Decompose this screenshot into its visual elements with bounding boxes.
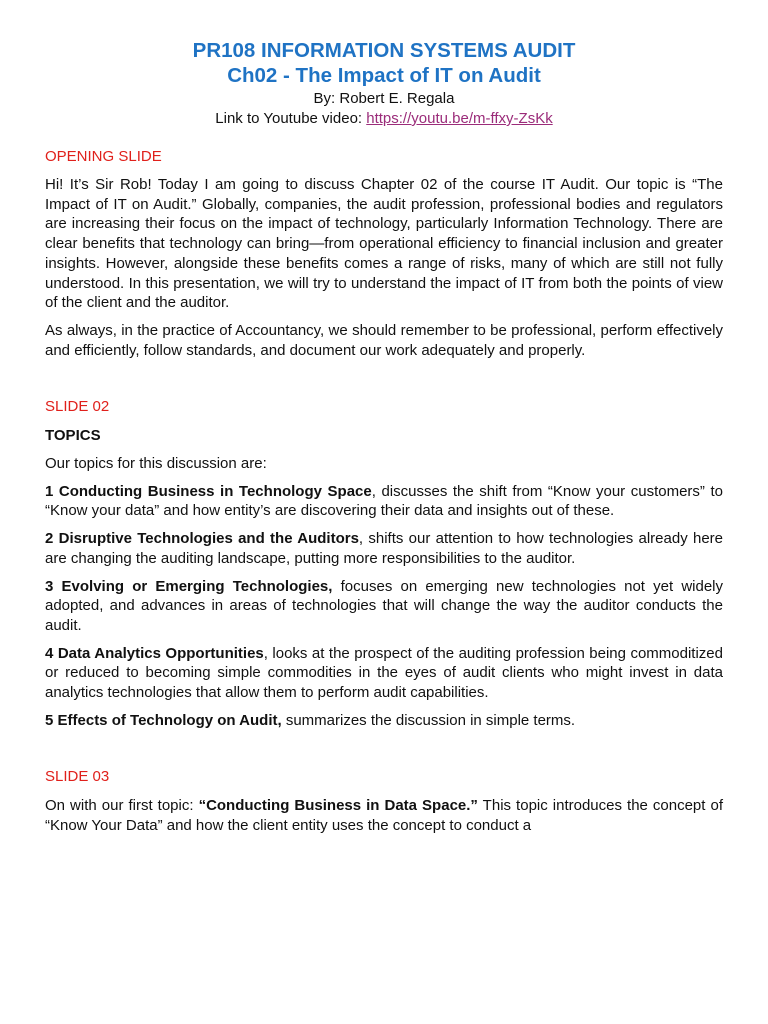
document-header <box>45 38 723 129</box>
topic-item <box>45 644 723 703</box>
topic-description: , discusses the shift from “Know your customers” to “Know your data” and how entity’s are discovering their data and insights out of these. <box>45 482 723 520</box>
slide-03-label: SLIDE 03 <box>45 768 110 786</box>
topic-item <box>45 529 723 568</box>
topic-title: 1 Conducting Business in Technology Space <box>45 482 372 500</box>
chapter-title: Ch02 - The Impact of IT on Audit <box>227 64 541 87</box>
topic-title: 3 Evolving or Emerging Technologies, <box>45 577 333 595</box>
topics-heading: TOPICS <box>45 427 101 445</box>
opening-paragraph-2: As always, in the practice of Accountancy, we should remember to be professional, perform effectively and efficiently, follow standards, and document our work adequately and properly. <box>45 321 723 359</box>
slide-02-label: SLIDE 02 <box>45 398 110 416</box>
slide-03-paragraph <box>45 796 723 835</box>
slide-03-text: This topic introduces the concept of “Know Your Data” and how the client entity uses the concept to conduct a <box>45 797 723 835</box>
topic-item <box>45 577 723 636</box>
topic-title: 2 Disruptive Technologies and the Auditors <box>45 530 359 548</box>
topic-description: summarizes the discussion in simple terms. <box>281 711 576 729</box>
topics-intro: Our topics for this discussion are: <box>45 455 267 473</box>
slide-03-lead: On with our first topic: <box>45 797 199 815</box>
topic-item <box>45 711 723 731</box>
opening-paragraph-1: Hi! It’s Sir Rob! Today I am going to discuss Chapter 02 of the course IT Audit. Our topic is “The Impact of IT on Audit.” Globally, companies, the audit profession, professional bodies and regulators are increasing their focus on the impact of technology, particularly Information Technology. There are clear benefits that technology can bring—from operational efficiency to financial inclusion and greater insights. However, alongside these benefits comes a range of risks, many of which are still not fully understood. In this presentation, we will try to understand the impact of IT from both the points of view of the client and the auditor. <box>45 176 723 312</box>
topic-item <box>45 482 723 521</box>
opening-slide-label: OPENING SLIDE <box>45 148 162 165</box>
document-page <box>45 0 723 836</box>
topic-description: focuses on emerging new technologies not yet widely adopted, and advances in areas of technologies that will change the way the auditor conducts the audit. <box>45 577 724 634</box>
author-byline: By: Robert E. Regala <box>313 90 455 107</box>
slide-03-topic-title: “Conducting Business in Data Space.” <box>198 797 478 815</box>
video-link-line <box>45 109 723 129</box>
video-link-prefix: Link to Youtube video: <box>215 110 367 127</box>
topic-description: , shifts our attention to how technologies already here are changing the auditing landscape, putting more responsibilities to the auditor. <box>45 530 724 567</box>
topic-title: 4 Data Analytics Opportunities <box>45 644 264 662</box>
youtube-video-link[interactable]: https://youtu.be/m-ffxy-ZsKk <box>366 110 553 127</box>
topic-title: 5 Effects of Technology on Audit, <box>45 711 282 729</box>
topic-description: , looks at the prospect of the auditing profession being commoditized or reduced to becoming simple commodities in the eyes of audit clients who might invest in data analytics technologies that allow them to perform audit capabilities. <box>45 644 723 702</box>
course-title: PR108 INFORMATION SYSTEMS AUDIT <box>192 39 576 62</box>
